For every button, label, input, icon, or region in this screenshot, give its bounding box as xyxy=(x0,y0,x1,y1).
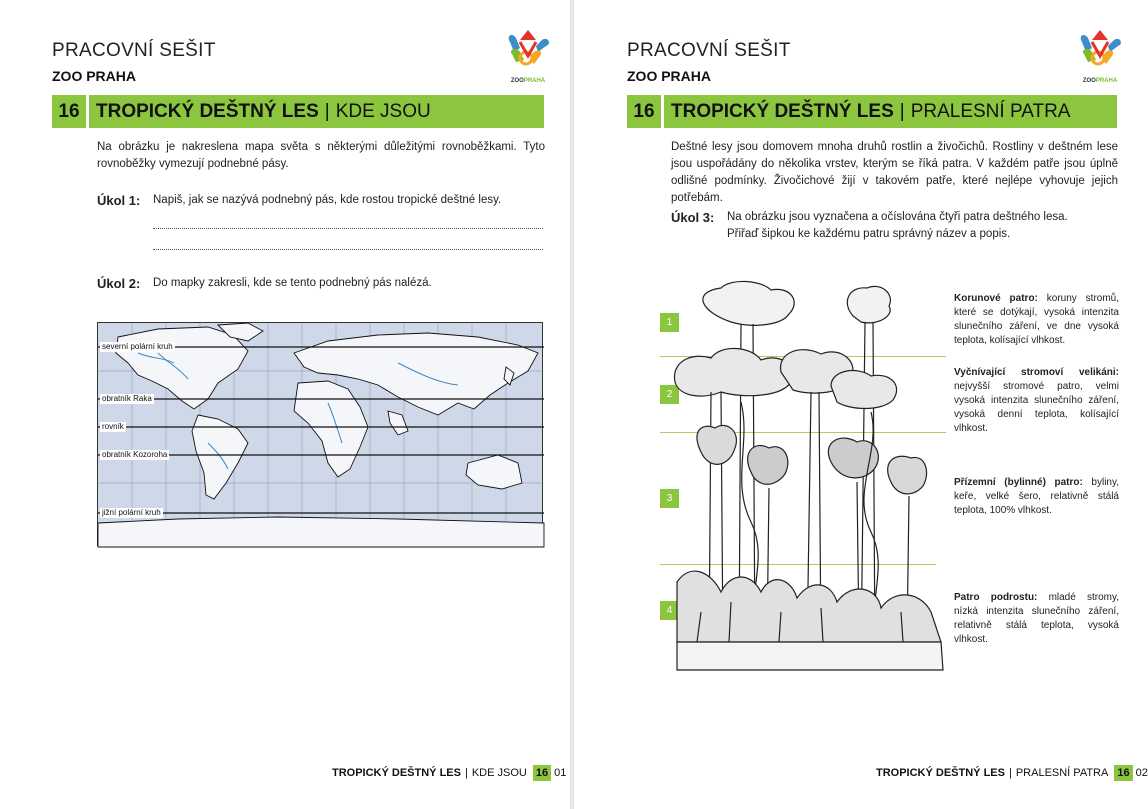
task-3-line-1: Na obrázku jsou vyznačena a očíslována čtyři patra deštného lesa. xyxy=(727,211,1068,223)
answer-line-1[interactable] xyxy=(153,228,543,229)
left-page xyxy=(0,0,570,809)
logo-text: ZOOPRAHA xyxy=(1082,78,1118,84)
stratum-number-2[interactable]: 2 xyxy=(660,385,679,404)
stratum-description-understory: Patro podrostu: mladé stromy, nízká intenzita slunečního záření, relativně stálá teplota, vysoká vlhkost. xyxy=(954,592,1119,645)
workbook-subtitle: ZOO PRAHA xyxy=(52,68,136,84)
page-footer: TROPICKÝ DEŠTNÝ LES | KDE JSOU 16 01 xyxy=(332,767,567,779)
section-number: 16 xyxy=(52,95,89,128)
logo-text: ZOOPRAHA xyxy=(510,78,546,84)
footer-section-number: 16 xyxy=(1114,765,1132,781)
right-page xyxy=(574,0,1148,809)
workbook-title: PRACOVNÍ SEŠIT xyxy=(627,40,791,61)
section-banner xyxy=(627,95,1117,128)
page-number: 02 xyxy=(1135,767,1148,779)
tropic-of-capricorn-label: obratník Kozoroha xyxy=(102,450,168,459)
rainforest-illustration xyxy=(681,282,951,670)
page-number: 01 xyxy=(554,767,567,779)
section-banner xyxy=(52,95,544,128)
workbook-title: PRACOVNÍ SEŠIT xyxy=(52,40,216,61)
task-3-line-2: Přiřaď šipkou ke každému patru správný název a popis. xyxy=(727,228,1011,240)
world-map[interactable] xyxy=(97,322,543,546)
section-number: 16 xyxy=(627,95,664,128)
task-2 xyxy=(97,275,547,292)
section-title: TROPICKÝ DEŠTNÝ LES | KDE JSOU xyxy=(89,95,544,128)
task-1-label: Úkol 1: xyxy=(97,193,141,208)
workbook-subtitle: ZOO PRAHA xyxy=(627,68,711,84)
zoo-praha-logo xyxy=(502,26,554,84)
intro-text: Na obrázku je nakreslena mapa světa s některými důležitými rovnoběžkami. Tyto rovnoběžky vymezují podnebné pásy. xyxy=(97,141,545,170)
stratum-number-3[interactable]: 3 xyxy=(660,489,679,508)
intro-text: Deštné lesy jsou domovem mnoha druhů rostlin a živočichů. Rostliny v deštném lese jsou uspořádány do několika vrstev, kterým se říká patra. V každém patře jsou úplně odlišné podmínky. Živočichové žijí v takovém patře, které nejlépe vyhovuje jejich potřebám. xyxy=(671,141,1118,204)
section-title: TROPICKÝ DEŠTNÝ LES | PRALESNÍ PATRA xyxy=(664,95,1117,128)
arctic-circle-label: severní polární kruh xyxy=(102,342,173,351)
equator-label: rovník xyxy=(102,422,124,431)
task-2-label: Úkol 2: xyxy=(97,276,141,291)
stratum-description-canopy: Korunové patro: koruny stromů, které se dotýkají, vysoká intenzita slunečního záření, ve dne vysoká teplota, kolísající vlhkost. xyxy=(954,293,1120,346)
tropic-of-cancer-label: obratník Raka xyxy=(102,394,152,403)
zoo-praha-logo xyxy=(1074,26,1126,84)
task-1 xyxy=(97,192,547,209)
answer-line-2[interactable] xyxy=(153,249,543,250)
stratum-description-emergent: Vyčnívající stromoví velikáni: nejvyšší stromové patro, velmi vysoká intenzita slunečního záření, vysoká denní teplota, kolísající vlhkost. xyxy=(954,367,1119,434)
task-3-label: Úkol 3: xyxy=(671,210,715,225)
task-3-text xyxy=(727,209,1068,243)
stratum-number-4[interactable]: 4 xyxy=(660,601,679,620)
page-footer: TROPICKÝ DEŠTNÝ LES | PRALESNÍ PATRA 16 02 xyxy=(876,767,1148,779)
antarctic-circle-label: jižní polární kruh xyxy=(102,508,161,517)
stratum-number-1[interactable]: 1 xyxy=(660,313,679,332)
footer-section-number: 16 xyxy=(533,765,551,781)
task-3 xyxy=(671,209,1121,243)
task-1-text: Napiš, jak se nazývá podnebný pás, kde rostou tropické deštné lesy. xyxy=(153,194,502,206)
task-2-text: Do mapky zakresli, kde se tento podnebný pás nalézá. xyxy=(153,277,432,289)
stratum-description-ground: Přízemní (bylinné) patro: byliny, keře, velké šero, relativně stálá teplota, 100% vlhkost. xyxy=(954,477,1120,516)
